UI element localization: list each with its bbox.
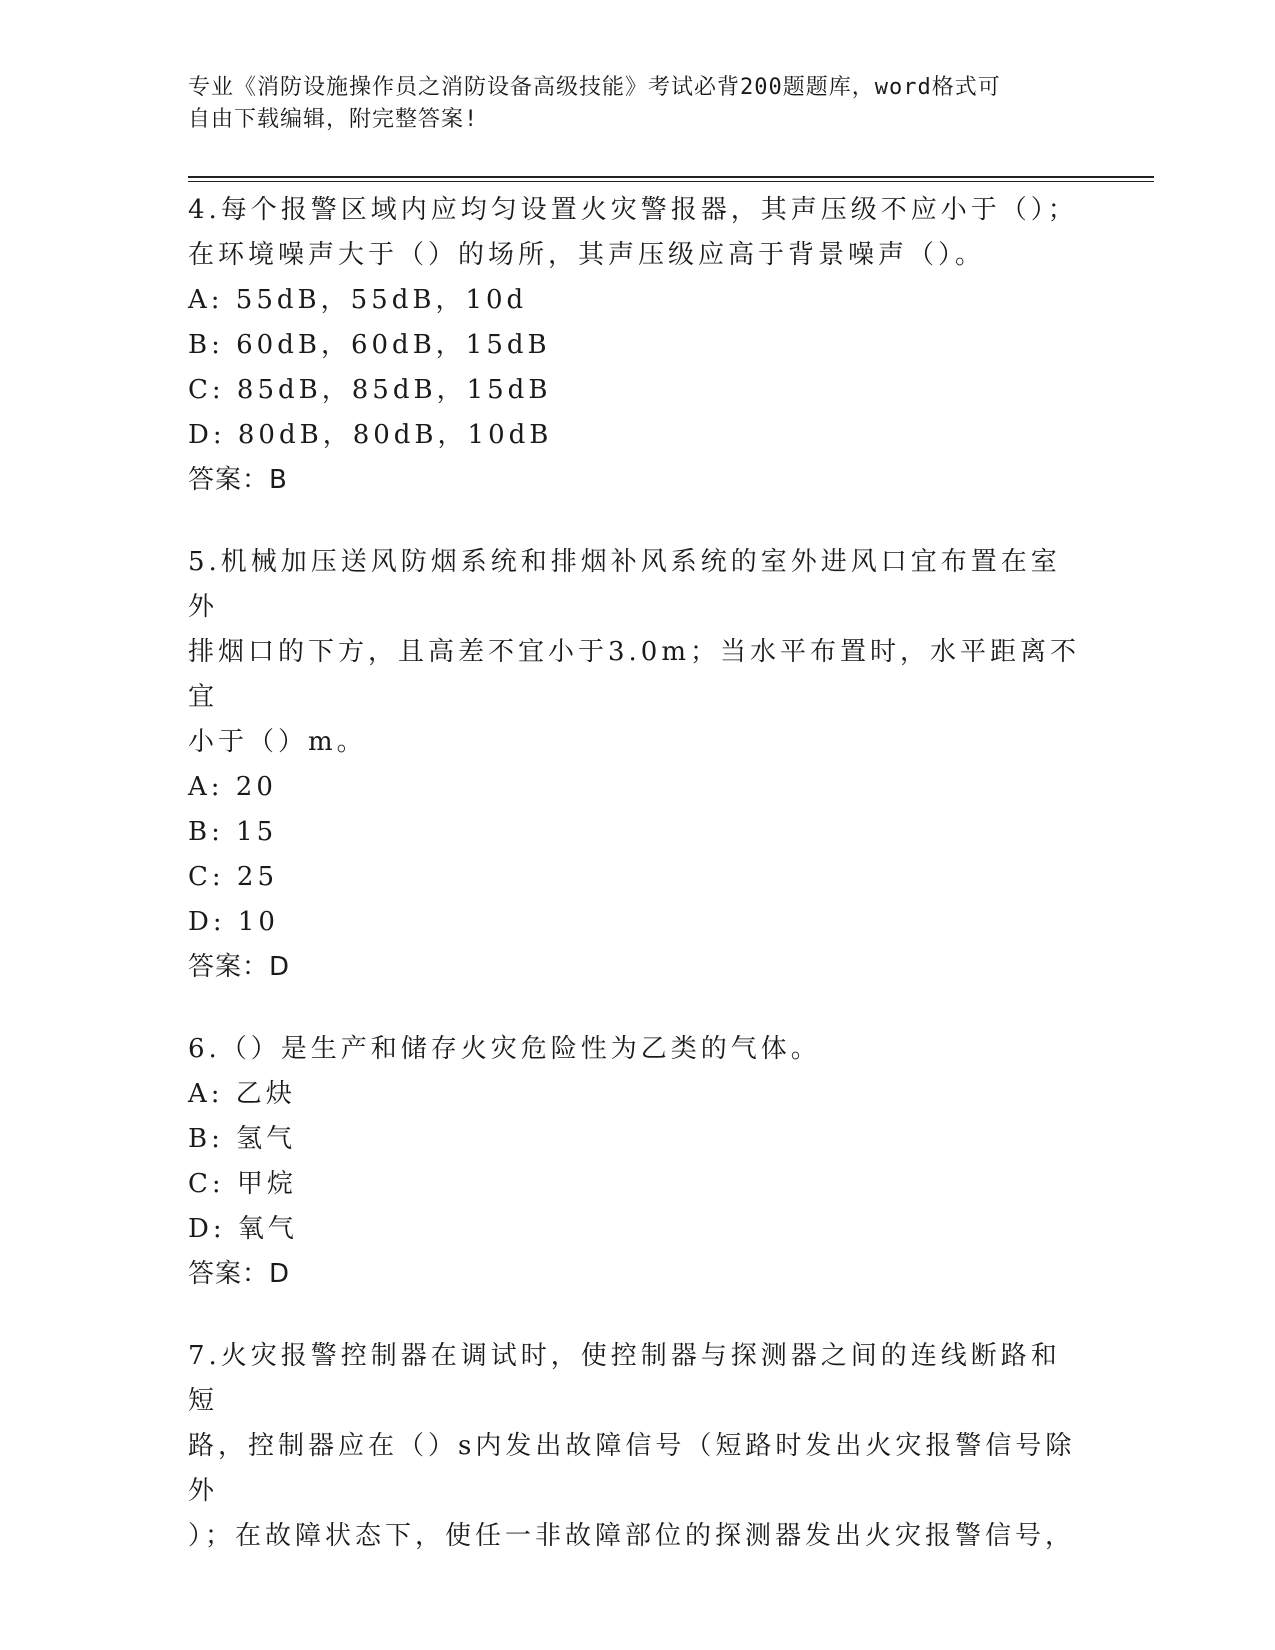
question-stem-line: 6.（）是生产和储存火灾危险性为乙类的气体。 [188,1034,821,1064]
question-stem-line: 路，控制器应在（）s内发出故障信号（短路时发出火灾报警信号除外 [188,1431,1076,1506]
question-stem-line: 4.每个报警区域内应均匀设置火灾警报器，其声压级不应小于（）； [188,195,1078,225]
question-4 [188,188,1088,502]
option-b: B: 15 [188,817,278,847]
question-list [188,188,1088,1597]
option-b: B: 氢气 [188,1124,297,1154]
answer: 答案：D [188,1259,291,1289]
question-5 [188,540,1088,989]
option-d: D: 80dB，80dB，10dB [188,420,553,450]
answer: 答案：B [188,465,288,495]
header-line-1: 专业《消防设施操作员之消防设备高级技能》考试必背200题题库，word格式可 [188,75,1001,100]
question-6 [188,1027,1088,1296]
option-a: A: 20 [188,772,277,802]
option-c: C: 85dB，85dB，15dB [188,375,552,405]
answer: 答案：D [188,952,291,982]
question-stem-line: 排烟口的下方，且高差不宜小于3.0m；当水平布置时，水平距离不宜 [188,637,1081,712]
option-a: A: 乙炔 [188,1079,296,1109]
header-divider-thick [188,176,1154,178]
option-b: B: 60dB，60dB，15dB [188,330,551,360]
option-d: D: 氧气 [188,1214,298,1244]
option-c: C: 25 [188,862,279,892]
option-a: A: 55dB，55dB，10d [188,285,528,315]
header-divider-thin [188,181,1154,182]
question-stem-line: 5.机械加压送风防烟系统和排烟补风系统的室外进风口宜布置在室外 [188,547,1061,622]
question-stem-line: 在环境噪声大于（）的场所，其声压级应高于背景噪声（）。 [188,240,986,270]
option-d: D: 10 [188,907,279,937]
header-line-2: 自由下载编辑，附完整答案! [188,107,479,132]
question-stem-line: 7.火灾报警控制器在调试时，使控制器与探测器之间的连线断路和短 [188,1341,1061,1416]
option-c: C: 甲烷 [188,1169,297,1199]
question-stem-line: 小于（）m。 [188,727,367,757]
question-7 [188,1334,1088,1559]
question-stem-line: ）；在故障状态下，使任一非故障部位的探测器发出火灾报警信号， [188,1521,1076,1551]
document-header [188,72,1068,136]
